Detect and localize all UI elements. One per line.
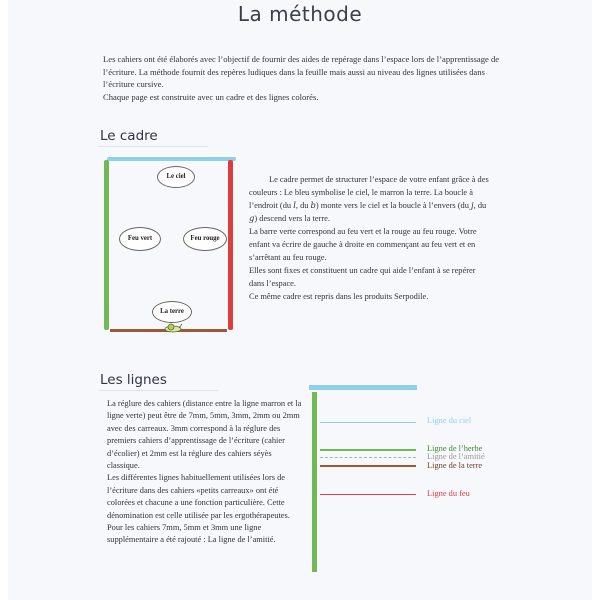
label-ligne-amitie: Ligne de l’amitié xyxy=(427,452,485,461)
bubble-le-ciel: Le ciel xyxy=(157,166,195,188)
frame-right-bar-red xyxy=(228,160,233,330)
cadre-paragraph-1 xyxy=(249,173,489,225)
cadre-text-1b: ) monte vers le ciel et la boucle à l’envers (du xyxy=(315,201,472,210)
cadre-paragraph-2: La barre verte correspond au feu vert et la rouge au feu rouge. Votre enfant va écrire de gauche à droite en commençant au feu vert et en s’arrêtant au feu rouge. xyxy=(249,227,477,262)
bubble-feu-vert: Feu vert xyxy=(119,227,161,251)
section-underline-cadre xyxy=(98,146,208,147)
cursive-glyph-g: g xyxy=(249,213,255,223)
line-friendship xyxy=(320,457,416,458)
line-grass xyxy=(320,449,416,451)
label-ligne-terre: Ligne de la terre xyxy=(427,461,483,470)
bubble-la-terre: La terre xyxy=(152,301,192,323)
label-ligne-ciel: Ligne du ciel xyxy=(427,416,472,425)
cursive-glyph-l: l xyxy=(293,200,296,210)
lines-left-bar-green xyxy=(312,392,317,572)
section-title-lignes: Les lignes xyxy=(100,372,167,388)
intro-text-2: Chaque page est construite avec un cadre et des lignes colorés. xyxy=(103,91,319,102)
cadre-text-1a: Le cadre permet de structurer l’espace de votre enfant grâce à des couleurs : Le bleu symbolise le ciel, le marron la terre. La boucle à l’endroit (du xyxy=(249,175,489,210)
intro-paragraph xyxy=(103,53,503,103)
lignes-paragraph-2: Les différentes lignes habituellement utilisées lors de l’écriture dans des cahiers «petits carreaux» ont été colorées et chacune a une fonction particulière. Cette dénomination est celle utilisée par les ergothérapeutes. xyxy=(107,473,290,520)
cadre-description xyxy=(249,173,489,303)
line-fire xyxy=(320,494,416,495)
frame-left-bar-green xyxy=(104,160,109,330)
cadre-text-1c: ) descend vers la terre. xyxy=(254,214,330,223)
cursive-glyph-j: j xyxy=(471,200,474,210)
cadre-paragraph-3: Elles sont fixes et constituent un cadre qui aide l’enfant à se repérer dans l’espace. xyxy=(249,266,476,288)
cadre-paragraph-4: Ce même cadre est repris dans les produits Serpodile. xyxy=(249,292,429,301)
snail-icon xyxy=(162,323,184,333)
cadre-text-sep1: , du xyxy=(295,201,311,210)
line-earth xyxy=(320,465,416,467)
cursive-glyph-b: b xyxy=(310,200,316,210)
line-sky xyxy=(320,422,416,423)
lignes-description xyxy=(107,398,303,547)
lignes-paragraph-3: Pour les cahiers 7mm, 5mm et 3mm une ligne supplémentaire a été rajouté : La ligne de l’amitié. xyxy=(107,523,276,545)
cadre-text-sep2: , du xyxy=(473,201,487,210)
lignes-paragraph-1: La réglure des cahiers (distance entre la ligne marron et la ligne verte) peut être de 7mm, 5mm, 3mm, 2mm ou 2mm avec des carreaux. 3mm correspond à la réglure des premiers cahiers d’apprentissage de l’écriture (cahier d’écolier) et 2mm est la réglure des cahiers séyès classique. xyxy=(107,399,302,471)
frame-top-bar-sky xyxy=(107,157,236,161)
label-ligne-herbe: Ligne de l’herbe xyxy=(427,444,483,453)
section-underline-lignes xyxy=(98,390,218,391)
intro-text-1: Les cahiers ont été élaborés avec l’objectif de fournir des aides de repérage dans l’espace lors de l’apprentissage de l’écriture. La méthode fournit des repères ludiques dans la feuille mais aussi au niveau des lignes utilisées dans l’écriture cursive. xyxy=(103,54,500,90)
bubble-feu-rouge: Feu rouge xyxy=(183,227,227,251)
section-title-cadre: Le cadre xyxy=(100,128,158,144)
lines-top-bar-sky xyxy=(309,385,417,390)
label-ligne-feu: Ligne du feu xyxy=(427,489,470,498)
page-title: La méthode xyxy=(237,2,363,26)
